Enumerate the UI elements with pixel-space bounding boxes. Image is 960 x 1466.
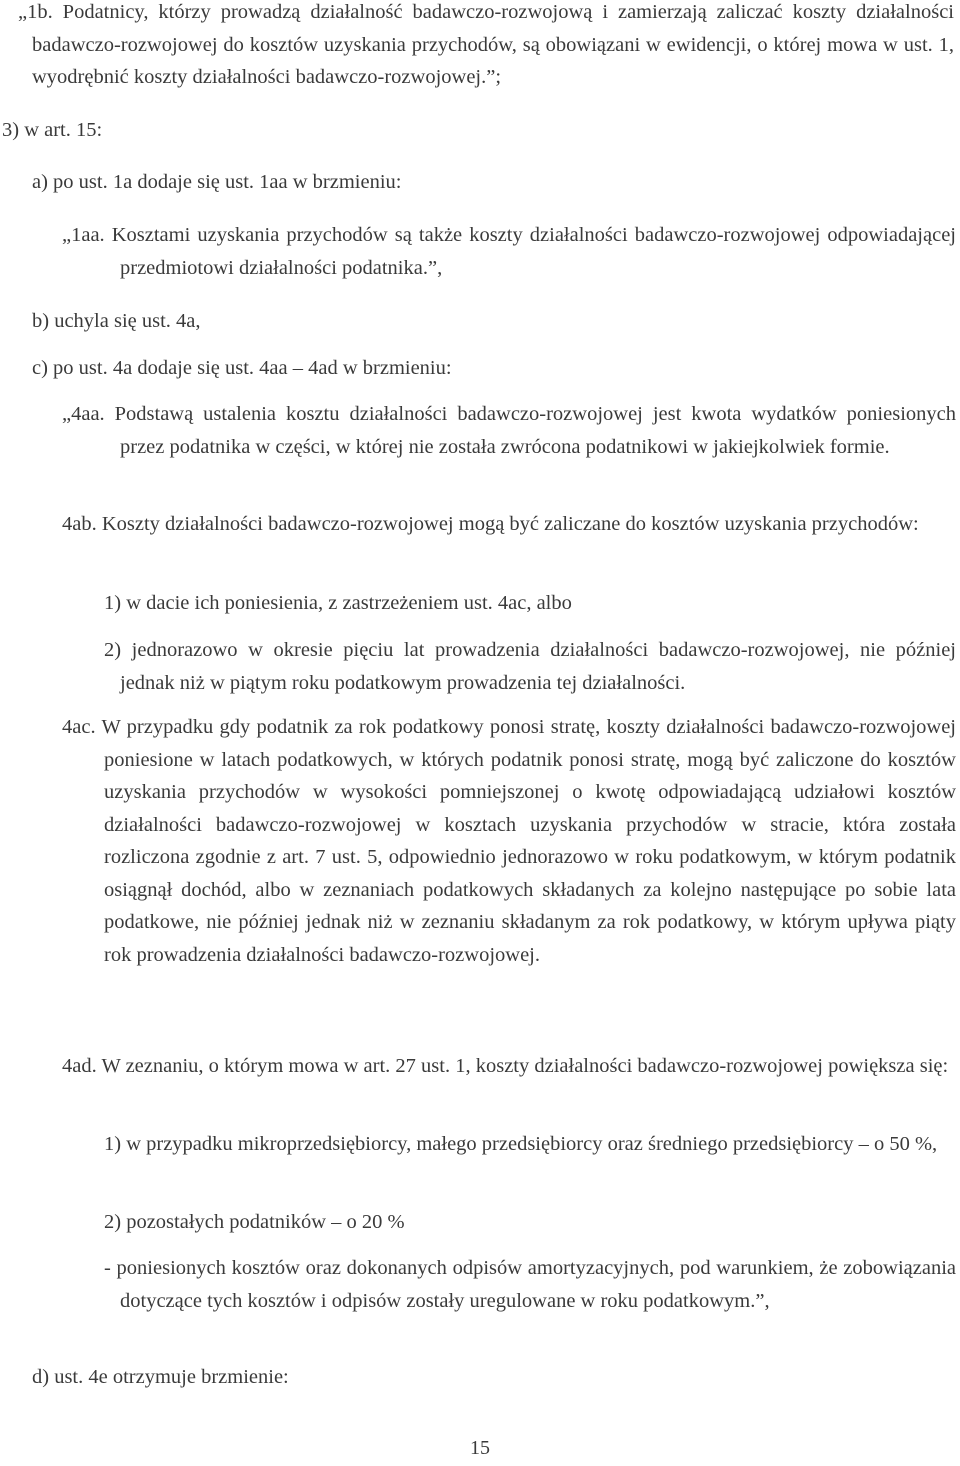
paragraph-1b: „1b. Podatnicy, którzy prowadzą działalność badawczo-rozwojową i zamierzają zaliczać koszty działalności badawczo-rozwojowej do kosztów uzyskania przychodów, są obowiązani w ewidencji, o której mowa w ust. 1, wyodrębnić koszty działalności badawczo-rozwojowej.”;: [18, 1, 954, 88]
paragraph-4ab-point-2: 2) jednorazowo w okresie pięciu lat prowadzenia działalności badawczo-rozwojowej, nie później jednak niż w piątym roku podatkowym prowadzenia tej działalności.: [104, 639, 956, 694]
page-number: 15: [470, 1437, 490, 1459]
paragraph-4aa: „4aa. Podstawą ustalenia kosztu działalności badawczo-rozwojowej jest kwota wydatków poniesionych przez podatnika w części, w której nie została zwrócona podatnikowi w jakiejkolwiek formie.: [62, 403, 956, 458]
paragraph-point-d: d) ust. 4e otrzymuje brzmienie:: [32, 1366, 289, 1388]
paragraph-art15: 3) w art. 15:: [2, 119, 103, 141]
paragraph-point-b: b) uchyla się ust. 4a,: [32, 310, 201, 332]
paragraph-4ad: 4ad. W zeznaniu, o którym mowa w art. 27 ust. 1, koszty działalności badawczo-rozwojowej powiększa się:: [62, 1055, 949, 1077]
paragraph-point-a: a) po ust. 1a dodaje się ust. 1aa w brzmieniu:: [32, 171, 402, 193]
paragraph-4ab: 4ab. Koszty działalności badawczo-rozwojowej mogą być zaliczane do kosztów uzyskania przychodów:: [62, 513, 919, 535]
paragraph-4ad-point-2: 2) pozostałych podatników – o 20 %: [104, 1211, 405, 1233]
paragraph-4ac: 4ac. W przypadku gdy podatnik za rok podatkowy ponosi stratę, koszty działalności badawczo-rozwojowej poniesione w latach podatkowych, w których podatnik ponosi stratę, mogą być zaliczone do kosztów uzyskania przychodów w wysokości pomniejszonej o kwotę odpowiadającą udziałowi kosztów działalności badawczo-rozwojowej w kosztach uzyskania przychodów w stracie, która została rozliczona zgodnie z art. 7 ust. 5, odpowiednio jednorazowo w roku podatkowym, w którym podatnik osiągnął dochód, albo w zeznaniach podatkowych składanych za kolejno następujące po sobie lata podatkowe, nie później jednak niż w zeznaniu składanym za rok podatkowy, w którym upływa piąty rok prowadzenia działalności badawczo-rozwojowej.: [62, 716, 956, 966]
paragraph-point-c: c) po ust. 4a dodaje się ust. 4aa – 4ad w brzmieniu:: [32, 357, 452, 379]
paragraph-1aa: „1aa. Kosztami uzyskania przychodów są także koszty działalności badawczo-rozwojowej odpowiadającej przedmiotowi działalności podatnika.”,: [62, 224, 956, 279]
paragraph-dash-condition: - poniesionych kosztów oraz dokonanych odpisów amortyzacyjnych, pod warunkiem, że zobowiązania dotyczące tych kosztów i odpisów zostały uregulowane w roku podatkowym.”,: [104, 1257, 956, 1312]
paragraph-4ab-point-1: 1) w dacie ich poniesienia, z zastrzeżeniem ust. 4ac, albo: [104, 592, 572, 614]
paragraph-4ad-point-1: 1) w przypadku mikroprzedsiębiorcy, małego przedsiębiorcy oraz średniego przedsiębiorcy – o 50 %,: [104, 1133, 938, 1155]
